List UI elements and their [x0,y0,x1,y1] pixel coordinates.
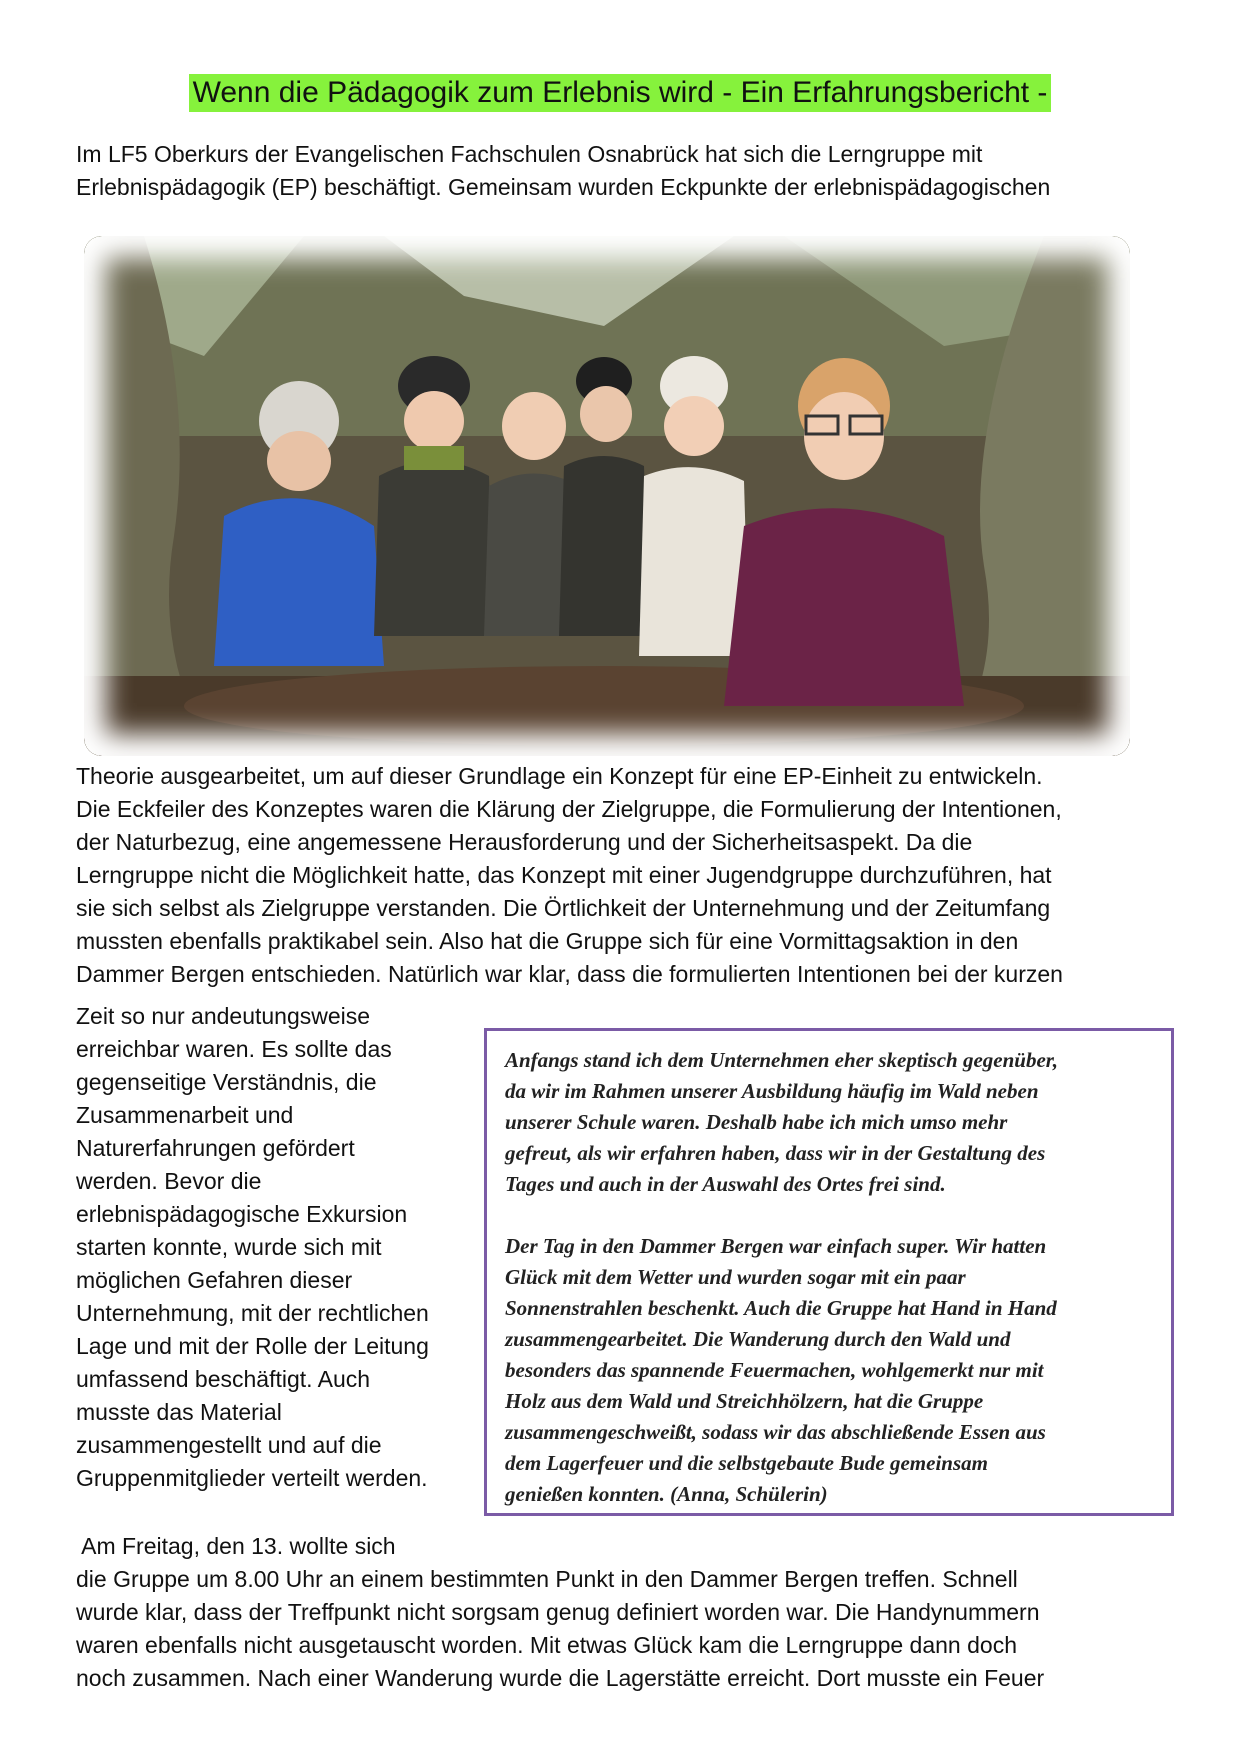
text-line: waren ebenfalls nicht ausgetauscht worden. Mit etwas Glück kam die Lerngruppe dann doch [76,1632,1017,1658]
student-quote-box [484,1028,1174,1516]
quote-line: unserer Schule waren. Deshalb habe ich mich umso mehr [505,1110,1008,1134]
text-line: Am Freitag, den 13. wollte sich [76,1533,396,1559]
text-line: erlebnispädagogische Exkursion [76,1201,408,1227]
quote-line: Holz aus dem Wald und Streichhölzern, hat die Gruppe [505,1389,984,1413]
title-container [0,74,1240,112]
text-line: starten konnte, wurde sich mit [76,1234,382,1260]
quote-paragraph-1 [505,1045,1155,1200]
text-line: Dammer Bergen entschieden. Natürlich war klar, dass die formulierten Intentionen bei der kurzen [76,961,1063,987]
text-line: Unternehmung, mit der rechtlichen [76,1300,429,1326]
intro-paragraph [76,138,1050,204]
quote-line: Der Tag in den Dammer Bergen war einfach super. Wir hatten [505,1234,1047,1258]
body-paragraph [76,760,1063,991]
left-column-paragraph [76,1000,429,1495]
quote-line: Anfangs stand ich dem Unternehmen eher skeptisch gegenüber, [505,1048,1059,1072]
text-line: Die Eckfeiler des Konzeptes waren die Klärung der Zielgruppe, die Formulierung der Intentionen, [76,796,1062,822]
text-line: gegenseitige Verständnis, die [76,1069,377,1095]
quote-line: Tages und auch in der Auswahl des Ortes frei sind. [505,1172,946,1196]
text-line: Im LF5 Oberkurs der Evangelischen Fachschulen Osnabrück hat sich die Lerngruppe mit [76,141,983,167]
text-line: Theorie ausgearbeitet, um auf dieser Grundlage ein Konzept für eine EP-Einheit zu entwickeln. [76,763,1043,789]
quote-line: da wir im Rahmen unserer Ausbildung häufig im Wald neben [505,1079,1039,1103]
text-line: wurde klar, dass der Treffpunkt nicht sorgsam genug definiert worden war. Die Handynummern [76,1599,1040,1625]
quote-line: zusammengearbeitet. Die Wanderung durch den Wald und [505,1327,1011,1351]
quote-line: zusammengeschweißt, sodass wir das abschließende Essen aus [505,1420,1046,1444]
text-line: möglichen Gefahren dieser [76,1267,353,1293]
group-photo [84,236,1130,756]
text-line: umfassend beschäftigt. Auch [76,1366,371,1392]
text-line: erreichbar waren. Es sollte das [76,1036,392,1062]
text-line: der Naturbezug, eine angemessene Herausforderung und der Sicherheitsaspekt. Da die [76,829,973,855]
text-line: Zeit so nur andeutungsweise [76,1003,371,1029]
quote-line: Sonnenstrahlen beschenkt. Auch die Gruppe hat Hand in Hand [505,1296,1057,1320]
quote-line: gefreut, als wir erfahren haben, dass wir in der Gestaltung des [505,1141,1046,1165]
text-line: werden. Bevor die [76,1168,262,1194]
text-line: Zusammenarbeit und [76,1102,294,1128]
quote-line: besonders das spannende Feuermachen, wohlgemerkt nur mit [505,1358,1044,1382]
text-line: Lerngruppe nicht die Möglichkeit hatte, das Konzept mit einer Jugendgruppe durchzuführen, hat [76,862,1052,888]
text-line: musste das Material [76,1399,282,1425]
text-line: Lage und mit der Rolle der Leitung [76,1333,429,1359]
text-line: Erlebnispädagogik (EP) beschäftigt. Gemeinsam wurden Eckpunkte der erlebnispädagogischen [76,174,1051,200]
text-line: sie sich selbst als Zielgruppe verstanden. Die Örtlichkeit der Unternehmung und der Zeitumfang [76,895,1051,921]
text-line: Gruppenmitglieder verteilt werden. [76,1465,428,1491]
text-line: zusammengestellt und auf die [76,1432,382,1458]
text-line: die Gruppe um 8.00 Uhr an einem bestimmten Punkt in den Dammer Bergen treffen. Schnell [76,1566,1018,1592]
page-title: Wenn die Pädagogik zum Erlebnis wird - Ein Erfahrungsbericht - [189,74,1052,112]
quote-line: dem Lagerfeuer und die selbstgebaute Bude gemeinsam [505,1451,988,1475]
text-line: Naturerfahrungen gefördert [76,1135,355,1161]
quote-line: Glück mit dem Wetter und wurden sogar mit ein paar [505,1265,966,1289]
quote-line: genießen konnten. (Anna, Schülerin) [505,1482,828,1506]
text-line: mussten ebenfalls praktikabel sein. Also hat die Gruppe sich für eine Vormittagsaktion in den [76,928,1019,954]
closing-paragraph [76,1530,1044,1695]
group-photo-illustration [84,236,1130,756]
text-line: noch zusammen. Nach einer Wanderung wurde die Lagerstätte erreicht. Dort musste ein Feuer [76,1665,1045,1691]
quote-paragraph-2 [505,1231,1155,1510]
